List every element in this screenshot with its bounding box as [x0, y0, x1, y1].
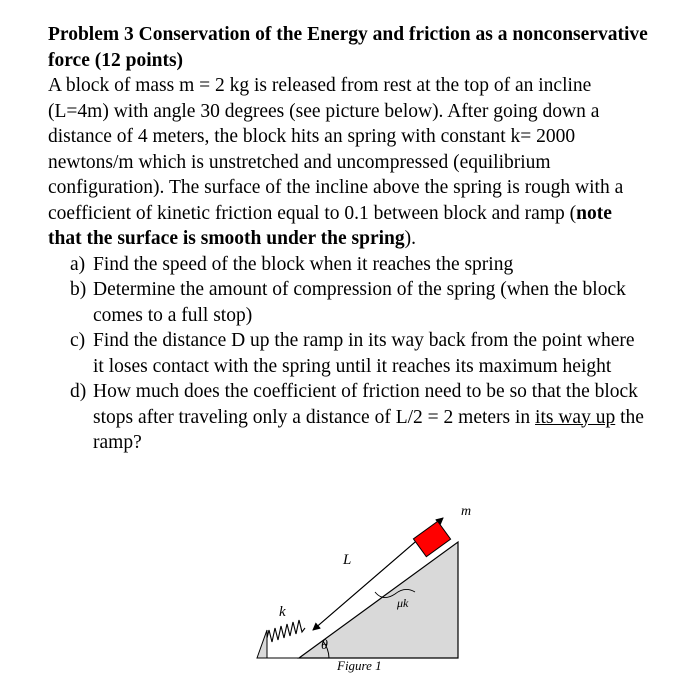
spring-coil	[267, 620, 305, 642]
angle-label: θ	[321, 638, 328, 653]
question-label: b)	[70, 279, 87, 300]
problem-intro	[48, 73, 648, 252]
problem-title: Problem 3 Conservation of the Energy and friction as a nonconservative force (12 points)	[48, 24, 648, 71]
question-text: Find the distance D up the ramp in its way back from the point where it loses contact with the spring until it reaches its maximum height	[93, 330, 635, 377]
question-d	[48, 379, 648, 456]
spring-wall	[257, 630, 267, 658]
question-label: c)	[70, 330, 86, 351]
question-text-end: the ramp?	[93, 406, 644, 453]
underlined-phrase: its way up	[535, 406, 616, 428]
friction-label: μk	[397, 596, 409, 610]
question-text: Find the speed of the block when it reaches the spring	[93, 253, 514, 275]
question-label: a)	[70, 253, 86, 275]
incline-figure	[255, 504, 495, 680]
question-a	[48, 252, 648, 278]
question-c	[48, 328, 648, 379]
problem-document	[48, 22, 648, 456]
question-text: How much does the coefficient of friction need to be so that the block stops after traveling only a distance of L/2 = 2 meters in	[93, 381, 638, 428]
intro-bold-note: note that the surface is smooth under the spring	[48, 202, 612, 249]
question-label: d)	[70, 381, 87, 402]
intro-end: ).	[404, 228, 416, 249]
length-label: L	[343, 552, 352, 568]
mass-label: m	[461, 504, 472, 519]
question-b	[48, 277, 648, 328]
question-list	[48, 252, 648, 456]
spring-label: k	[279, 604, 286, 620]
figure-caption: Figure 1	[337, 658, 382, 673]
question-text: Determine the amount of compression of the spring (when the block comes to a full stop)	[93, 279, 626, 326]
intro-text: A block of mass m = 2 kg is released from rest at the top of an incline (L=4m) with angle 30 degrees (see picture below). After going down a distance of 4 meters, the block hits an spring with constant k= 2000 newtons/m which is unstretched and uncompressed (equilibrium configuration). The surface of the incline above the spring is rough with a coefficient of kinetic friction equal to 0.1 between block and ramp (	[48, 75, 624, 224]
incline-diagram	[255, 510, 495, 680]
